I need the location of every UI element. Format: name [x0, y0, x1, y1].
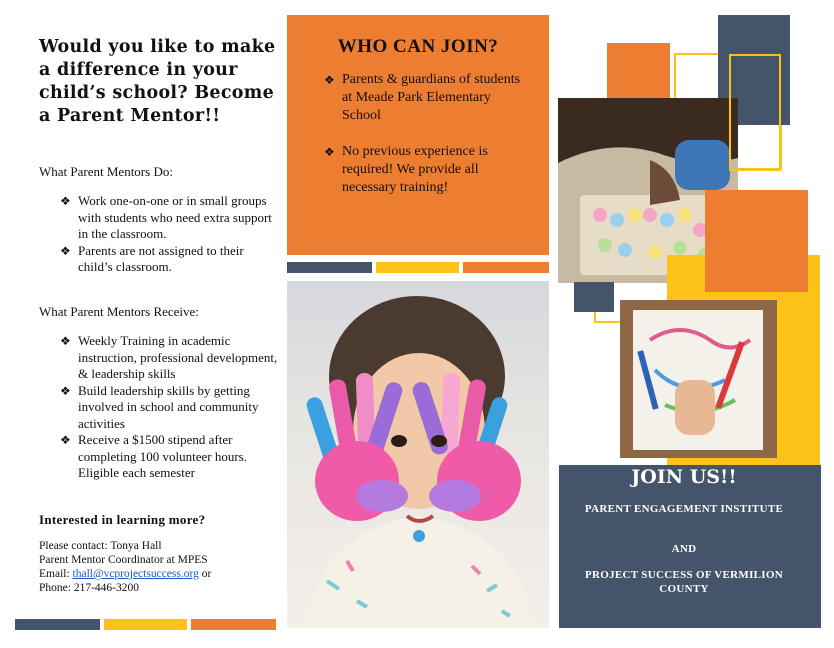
divider-bar-orange — [463, 262, 549, 273]
photo-collage — [555, 10, 825, 465]
receive-heading: What Parent Mentors Receive: — [39, 304, 199, 319]
list-item: ❖ Parents are not assigned to their child’s classroom. — [60, 242, 244, 274]
diamond-bullet-icon: ❖ — [60, 383, 71, 398]
receive-list — [60, 333, 280, 482]
diamond-bullet-icon: ❖ — [60, 433, 71, 447]
who-can-join-title: WHO CAN JOIN? — [337, 36, 499, 57]
contact-phone: Phone: 217-446-3200 — [39, 582, 139, 594]
contact-email-line — [39, 568, 211, 582]
list-item: ❖ No previous experience is required! We provide all necessary training! — [324, 144, 488, 195]
list-item: ❖ Receive a $1500 stipend after completing 100 volunteer hours. Eligible each semester — [60, 432, 247, 480]
diamond-bullet-icon: ❖ — [60, 243, 71, 258]
headline: Would you like to make a difference in your child’s school? Become a Parent Mentor!! — [39, 37, 276, 126]
do-heading: What Parent Mentors Do: — [39, 164, 173, 179]
footer-bar-orange — [191, 619, 276, 630]
email-link[interactable]: thall@vcprojectsuccess.org — [72, 568, 199, 580]
who-list — [324, 71, 529, 197]
divider-bar-navy — [287, 262, 372, 273]
join-and: AND — [671, 543, 697, 555]
diamond-bullet-icon: ❖ — [324, 73, 335, 87]
diamond-bullet-icon: ❖ — [60, 334, 71, 348]
child-illustration — [287, 281, 549, 628]
divider-bar-gold — [376, 262, 459, 273]
join-org-2: PROJECT SUCCESS OF VERMILION COUNTY — [585, 569, 783, 595]
child-painted-hands-photo — [287, 281, 549, 628]
list-item: ❖ Build leadership skills by getting involved in school and community activities — [60, 382, 259, 431]
diamond-bullet-icon: ❖ — [324, 145, 335, 159]
list-item: ❖ Work one-on-one or in small groups with students who need extra support in the classroom. — [60, 193, 272, 241]
do-list — [60, 193, 280, 276]
list-item: ❖ Weekly Training in academic instruction, professional development, & leadership skills — [60, 333, 278, 381]
contact-name: Please contact: Tonya Hall — [39, 540, 162, 552]
join-us-title: JOIN US!! — [631, 466, 737, 488]
footer-bar-navy — [15, 619, 100, 630]
diamond-bullet-icon: ❖ — [60, 194, 71, 208]
email-label: Email: — [39, 568, 73, 580]
email-suffix: or — [198, 568, 212, 580]
join-org-1: PARENT ENGAGEMENT INSTITUTE — [584, 503, 784, 515]
footer-bar-gold — [104, 619, 187, 630]
contact-title: Parent Mentor Coordinator at MPES — [39, 554, 208, 566]
interested-heading: Interested in learning more? — [39, 512, 206, 527]
list-item: ❖ Parents & guardians of students at Meade Park Elementary School — [324, 72, 521, 123]
